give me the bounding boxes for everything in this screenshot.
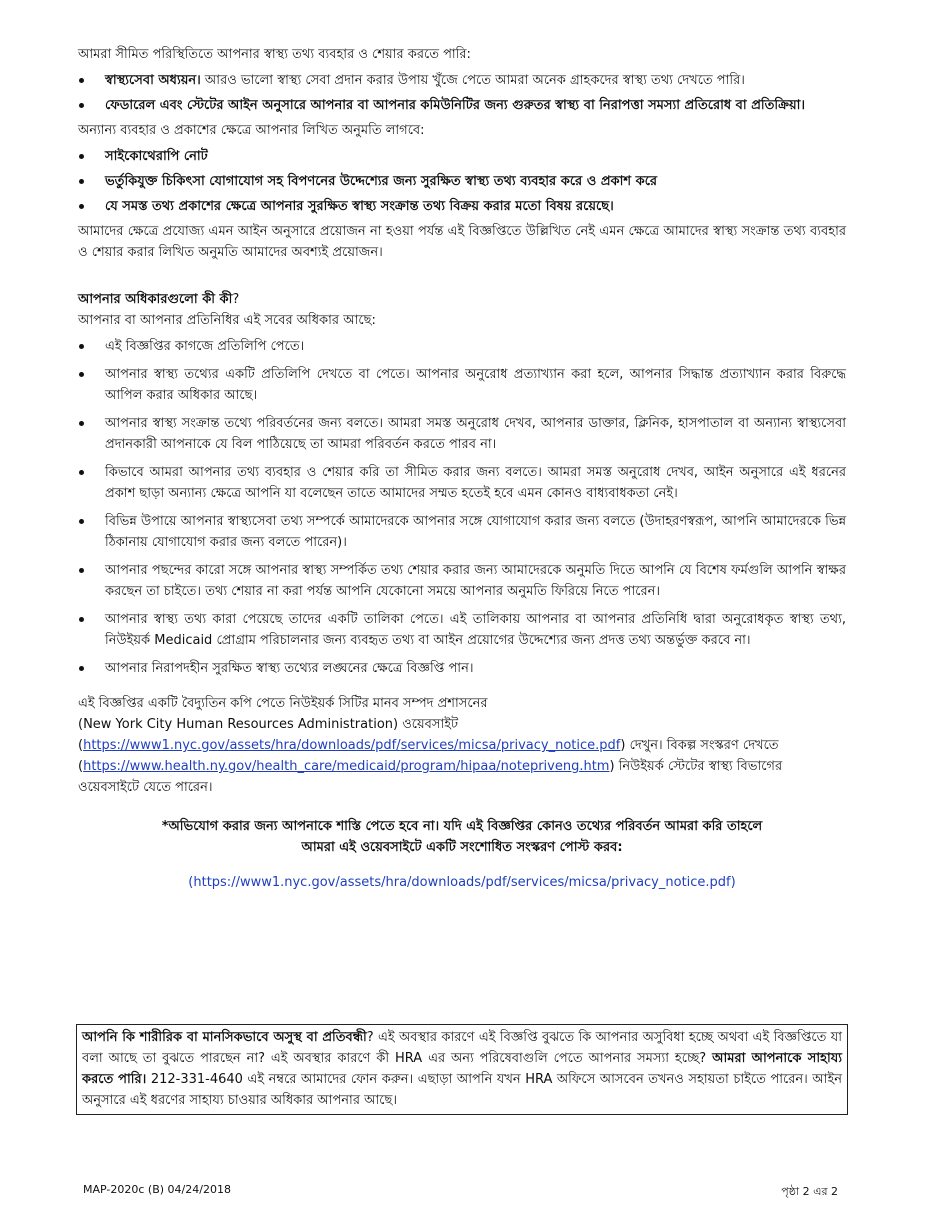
help-text2: 212-331-4640 এই নম্বরে আমাদের ফোন করুন। এছাড়া আপনি যখন HRA অফিসে আসবেন তখনও সহায়তা চাইতে পারেন। আইন অনুসারে এই ধরণের সাহায্য চাওয়ার অধিকার আপনার আছে।: [82, 1072, 842, 1108]
document-body: [78, 44, 846, 893]
rights-list: [78, 336, 846, 679]
list-item: ভর্তুকিযুক্ত চিকিৎসা যোগাযোগ সহ বিপণনের উদ্দেশ্যের জন্য সুরক্ষিত স্বাস্থ্য তথ্য ব্যবহার করে ও প্রকাশ করে: [78, 171, 846, 192]
notice-line1: *অভিযোগ করার জন্য আপনাকে শাস্তি পেতে হবে না। যদি এই বিজ্ঞপ্তির কোনও তথ্যের পরিবর্তন আমরা করি তাহলে: [161, 819, 763, 834]
item-bold: ফেডারেল এবং স্টেটের আইন অনুসারে আপনার বা আপনার কমিউনিটির জন্য গুরুতর স্বাস্থ্য বা নিরাপত্তা সমস্যা প্রতিরোধ বা প্রতিক্রিয়া।: [105, 98, 806, 113]
list-item: আপনার নিরাপদহীন সুরক্ষিত স্বাস্থ্য তথ্যের লঙ্ঘনের ক্ষেত্রে বিজ্ঞপ্তি পান।: [78, 658, 846, 679]
list-item: [78, 95, 846, 116]
electronic-copy-line1: এই বিজ্ঞপ্তির একটি বৈদ্যুতিন কপি পেতে নিউইয়র্ক সিটির মানব সম্পদ প্রশাসনের: [78, 696, 488, 711]
list-item: আপনার স্বাস্থ্য তথ্যের একটি প্রতিলিপি দেখতে বা পেতে। আপনার অনুরোধ প্রত্যাখ্যান করা হলে, আপনার সিদ্ধান্ত প্রত্যাখ্যান করার বিরুদ্ধে আপিল করার অধিকার আছে।: [78, 364, 846, 406]
item-bold: স্বাস্থ্যসেবা অধ্যয়ন।: [105, 73, 201, 88]
list-item: যে সমস্ত তথ্য প্রকাশের ক্ষেত্রে আপনার সুরক্ষিত স্বাস্থ্য সংক্রান্ত তথ্য বিক্রয় করার মতো বিষয় রয়েছে।: [78, 196, 846, 217]
electronic-copy-end: নিউইয়র্ক স্টেটের স্বাস্থ্য বিভাগের ওয়েবসাইটে যেতে পারেন।: [78, 759, 783, 795]
rights-intro: আপনার বা আপনার প্রতিনিধির এই সবের অধিকার আছে:: [78, 313, 376, 328]
accessibility-help-box: [76, 1024, 848, 1115]
list-item: আপনার পছন্দের কারো সঙ্গে আপনার স্বাস্থ্য সম্পর্কিত তথ্য শেয়ার করার জন্য আমাদেরকে অনুমতি দিতে আপনি যে বিশেষ ফর্মগুলি আপনি স্বাক্ষর করছেন তা চাইতে। তথ্য শেয়ার না করা পর্যন্ত আপনি যেকোনো সময়ে আপনার অনুমতি ফিরিয়ে নিতে পারেন।: [78, 560, 846, 602]
no-penalty-notice: [78, 816, 846, 858]
form-id: MAP-2020c (B) 04/24/2018: [83, 1183, 231, 1196]
help-bold1: আপনি কি শারীরিক বা মানসিকভাবে অসুস্থ বা প্রতিবন্ধী: [82, 1030, 367, 1045]
list-item: কিভাবে আমরা আপনার তথ্য ব্যবহার ও শেয়ার করি তা সীমিত করার জন্য বলতে। আমরা সমস্ত অনুরোধ দেখব, আইন অনুসারে এই ধরনের প্রকাশ ছাড়া অন্যান্য ক্ষেত্রে আপনি যা বলেছেন তাতে আমাদের সম্মত হতেই হবে এমন কোনও বাধ্যবাধকতা নেই।: [78, 462, 846, 504]
notice-line2: আমরা এই ওয়েবসাইটে একটি সংশোধিত সংস্করণ পোস্ট করব:: [301, 840, 623, 855]
list-item: সাইকোথেরাপি নোট: [78, 146, 846, 167]
help-bold2: আমরা আপনাকে সাহায্য করতে পারি।: [82, 1051, 842, 1087]
rights-heading: [78, 289, 846, 310]
help-text1: ? এই অবস্থার কারণে এই বিজ্ঞপ্তি বুঝতে কি আপনার অসুবিধা হচ্ছে অথবা এই বিজ্ঞপ্তিতে যা বলা আছে তা বুঝতে পারছেন না? এই অবস্থার কারণে কী HRA এর অন্য পরিষেবাগুলি পেতে আপনার সমস্যা হচ্ছে?: [82, 1030, 842, 1066]
rights-heading-mark: ?: [232, 292, 240, 307]
electronic-copy-line2: (New York City Human Resources Administration) ওয়েবসাইট: [78, 717, 459, 732]
list-item: আপনার স্বাস্থ্য তথ্য কারা পেয়েছে তাদের একটি তালিকা পেতে। এই তালিকায় আপনার বা আপনার প্রতিনিধি দ্বারা অনুরোধকৃত স্বাস্থ্য তথ্য, নিউইয়র্ক Medicaid প্রোগ্রাম পরিচালনার জন্য ব্যবহৃত তথ্য বা আইন প্রয়োগের উদ্দেশ্যের জন্য প্রদত্ত তথ্য অন্তর্ভুক্ত করবে না।: [78, 609, 846, 651]
revised-notice-link[interactable]: (https://www1.nyc.gov/assets/hra/downloads/pdf/services/micsa/privacy_notice.pdf): [188, 875, 736, 890]
limited-use-intro: আমরা সীমিত পরিস্থিতিতে আপনার স্বাস্থ্য তথ্য ব্যবহার ও শেয়ার করতে পারি:: [78, 47, 471, 62]
item-text: আরও ভালো স্বাস্থ্য সেবা প্রদান করার উপায় খুঁজে পেতে আমরা অনেক গ্রাহকদের স্বাস্থ্য তথ্য দেখতে পারি।: [200, 73, 745, 88]
list-item: [78, 70, 846, 91]
nyc-privacy-notice-link[interactable]: https://www1.nyc.gov/assets/hra/downloads/pdf/services/micsa/privacy_notice.pdf: [83, 738, 621, 753]
electronic-copy-mid: দেখুন। বিকল্প সংস্করণ দেখতে: [625, 738, 779, 753]
written-permission-list: [78, 146, 846, 217]
limited-use-list: [78, 70, 846, 116]
rights-heading-text: আপনার অধিকারগুলো কী কী: [78, 292, 233, 307]
list-item: বিভিন্ন উপায়ে আপনার স্বাস্থ্যসেবা তথ্য সম্পর্কে আমাদেরকে আপনার সঙ্গে যোগাযোগ করার জন্য বলতে (উদাহরণস্বরূপ, আপনি আমাদেরকে ভিন্ন ঠিকানায় যোগাযোগ করার জন্য বলতে পারেন)।: [78, 511, 846, 553]
electronic-copy-paragraph: এই বিজ্ঞপ্তির একটি বৈদ্যুতিন কপি পেতে নিউইয়র্ক সিটির মানব সম্পদ প্রশাসনের (New York City Human Resources Administration) ওয়েবসাইট (https://www1.nyc.gov/assets/hra/downloads/pdf/services/micsa/privacy_notice.pdf) দেখুন। বিকল্প সংস্করণ দেখতে (https://www.health.ny.gov/health_care/medicaid/program/hipaa/notepriveng.htm) নিউইয়র্ক স্টেটের স্বাস্থ্য বিভাগের ওয়েবসাইটে যেতে পারেন।: [78, 696, 783, 795]
written-permission-intro: অন্যান্য ব্যবহার ও প্রকাশের ক্ষেত্রে আপনার লিখিত অনুমতি লাগবে:: [78, 123, 425, 138]
list-item: এই বিজ্ঞপ্তির কাগজে প্রতিলিপি পেতে।: [78, 336, 846, 357]
nys-health-hipaa-link[interactable]: https://www.health.ny.gov/health_care/medicaid/program/hipaa/notepriveng.htm: [83, 759, 610, 774]
list-item: আপনার স্বাস্থ্য সংক্রান্ত তথ্যে পরিবর্তনের জন্য বলতে। আমরা সমস্ত অনুরোধ দেখব, আপনার ডাক্তার, ক্লিনিক, হাসপাতাল বা অন্যান্য স্বাস্থ্যসেবা প্রদানকারী আপনাকে যে বিল পাঠিয়েছে তা আমরা পরিবর্তন করতে পারব না।: [78, 413, 846, 455]
written-permission-closing: আমাদের ক্ষেত্রে প্রযোজ্য এমন আইন অনুসারে প্রয়োজন না হওয়া পর্যন্ত এই বিজ্ঞপ্তিতে উল্লিখিত নেই এমন ক্ষেত্রে আমাদের স্বাস্থ্য সংক্রান্ত তথ্য ব্যবহার ও শেয়ার করার লিখিত অনুমতি আমাদের অবশ্যই প্রয়োজন।: [78, 224, 846, 260]
page-number: পৃষ্ঠা 2 এর 2: [781, 1185, 838, 1198]
